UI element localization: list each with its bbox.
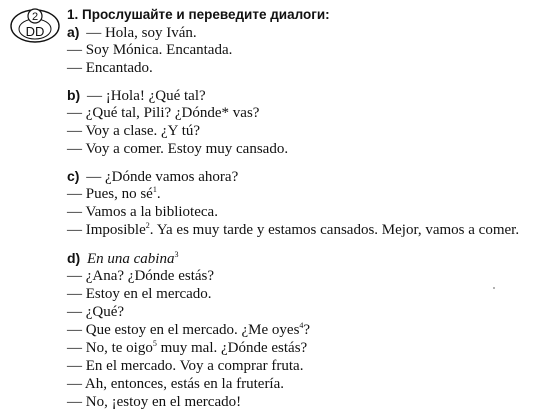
dialog-d-line-6 xyxy=(67,358,303,375)
dialog-b-text-4: — Voy a comer. Estoy muy cansado. xyxy=(67,141,289,157)
dialog-d-text-6: — En el mercado. Voy a comprar fruta. xyxy=(67,358,304,374)
dialog-d-text-8: — No, ¡estoy en el mercado! xyxy=(67,394,242,410)
dialog-c-line-2: — Pues, no $sé^1$. xyxy=(67,185,161,202)
dialog-d-text-5a: — No, te oigo xyxy=(67,340,153,356)
dialog-c-text-2: — Pues, no sé xyxy=(67,186,153,202)
dialog-d-line-4 xyxy=(67,322,310,339)
dialog-b-text-1: — ¡Hola! ¿Qué tal? xyxy=(86,88,206,104)
dialog-a-line-1 xyxy=(67,24,197,42)
dialog-a-line-2 xyxy=(67,42,232,59)
dialog-c-line-3 xyxy=(67,204,218,221)
dialog-b-line-1 xyxy=(67,87,206,105)
dialog-d-line-7 xyxy=(67,376,284,393)
dialog-c-text-4b: . Ya es muy tarde y estamos cansados. Mejor, vamos a comer. xyxy=(149,222,520,238)
dialog-c-label: c) xyxy=(67,168,80,184)
dialog-d-text-4b: ? xyxy=(303,322,311,338)
footnote-mark-1: 1 xyxy=(152,185,157,194)
dialog-c-text-1: — ¿Dónde vamos ahora? xyxy=(86,169,239,185)
dialog-a-line-3 xyxy=(67,60,153,77)
dialog-b-line-2 xyxy=(67,105,259,122)
dialog-d-line-3 xyxy=(67,304,124,321)
dialog-d-text-2: — Estoy en el mercado. xyxy=(67,286,212,302)
dialog-b-line-4 xyxy=(67,141,288,158)
footnote-mark-3: 3 xyxy=(174,250,179,259)
audio-track-number: 2 xyxy=(31,11,39,23)
dialog-c-text-3: — Vamos a la biblioteca. xyxy=(67,204,218,220)
scan-speck xyxy=(493,287,495,289)
dialog-a-text-1: — Hola, soy Iván. xyxy=(86,25,197,41)
dialog-d-text-3: — ¿Qué? xyxy=(67,304,125,320)
dialog-d-line-2 xyxy=(67,286,212,303)
dialog-d-line-8 xyxy=(67,394,241,411)
footnote-mark-4: 4 xyxy=(299,321,304,330)
footnote-mark-5: 5 xyxy=(152,339,157,348)
dialog-b-text-3: — Voy a clase. ¿Y tú? xyxy=(67,123,201,139)
dialog-a-text-2: — Soy Mónica. Encantada. xyxy=(67,42,233,58)
dialog-d-text-5b: muy mal. ¿Dónde estás? xyxy=(156,340,308,356)
dialog-d-line-5 xyxy=(67,340,307,357)
exercise-number: 1. xyxy=(67,7,79,22)
exercise-instruction: Прослушайте и переведите диалоги: xyxy=(82,7,330,22)
footnote-mark-2: 2 xyxy=(145,221,150,230)
dialog-d-title: En una cabina xyxy=(86,251,175,267)
dialog-c-line-1 xyxy=(67,168,238,186)
dialog-d-line-1 xyxy=(67,268,214,285)
dialog-d-text-7: — Ah, entonces, estás en la frutería. xyxy=(67,376,285,392)
dialog-b-line-3 xyxy=(67,123,200,140)
dialog-d-text-1: — ¿Ana? ¿Dónde estás? xyxy=(67,268,215,284)
exercise-heading xyxy=(67,6,330,23)
dialog-b-text-2: — ¿Qué tal, Pili? ¿Dónde* vas? xyxy=(67,105,260,121)
audio-track-icon xyxy=(9,7,61,45)
dialog-b-label: b) xyxy=(67,87,81,103)
dialog-c-line-4 xyxy=(67,222,519,239)
dialog-a-label: a) xyxy=(67,24,80,40)
dialog-a-text-3: — Encantado. xyxy=(67,60,153,76)
dialog-d-label: d) xyxy=(67,250,81,266)
dialog-d-text-4a: — Que estoy en el mercado. ¿Me oyes xyxy=(67,322,300,338)
audio-media-letters: DD xyxy=(25,24,45,39)
dialog-d-line-0 xyxy=(67,250,178,268)
dialog-c-text-4a: — Imposible xyxy=(67,222,146,238)
